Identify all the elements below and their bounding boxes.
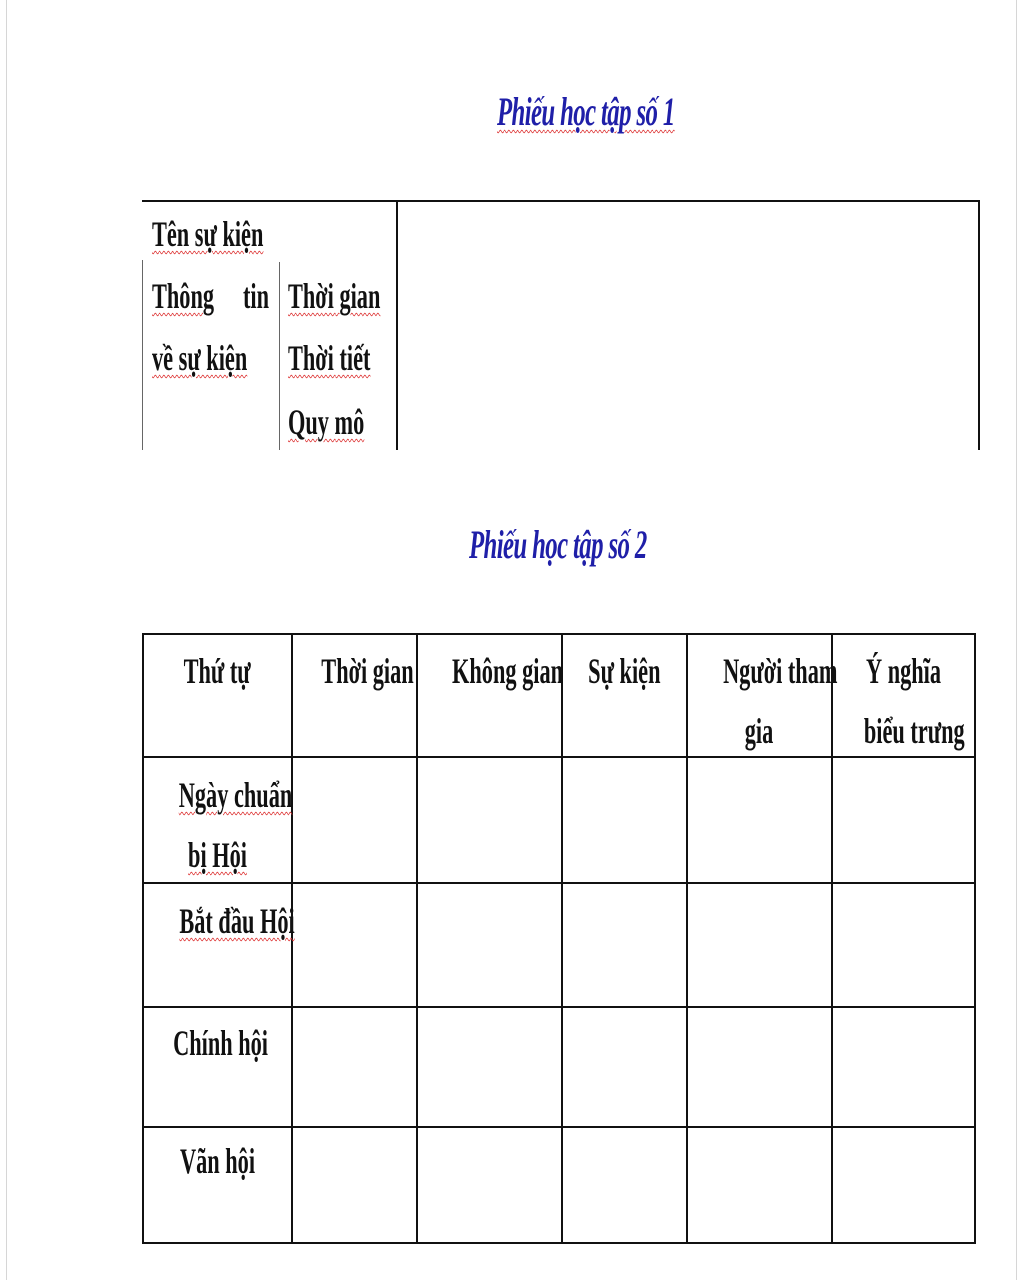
- row-label-closing-festival: Vãn hội: [179, 1141, 256, 1181]
- table-column-divider: [416, 635, 418, 1242]
- event-info-label-line1b: tin: [243, 276, 270, 316]
- table-right-border: [978, 200, 980, 450]
- table-column-divider: [396, 200, 398, 450]
- event-info-label-line2: về sự kiện: [152, 338, 248, 378]
- table-row-divider: [144, 1126, 974, 1128]
- row-label-festival-start: Bắt đầu Hội: [179, 901, 295, 941]
- header-participants: Người tham: [723, 651, 838, 691]
- worksheet-2-title: Phiếu học tập số 2: [469, 522, 647, 567]
- scale-label: Quy mô: [288, 402, 365, 442]
- header-time: Thời gian: [321, 651, 414, 691]
- header-symbolic-meaning-line2: biểu trưng: [863, 711, 965, 751]
- table-row-divider: [144, 1006, 974, 1008]
- event-info-label-line1: Thông: [152, 276, 215, 316]
- page-edge-left: [6, 0, 7, 1280]
- worksheet-1-title: Phiếu học tập số 1: [497, 89, 675, 134]
- table-top-border: [142, 200, 980, 202]
- time-label: Thời gian: [288, 276, 381, 316]
- table-column-divider: [561, 635, 563, 1242]
- table-subcolumn-divider: [279, 262, 280, 450]
- header-order: Thứ tự: [183, 651, 252, 691]
- header-symbolic-meaning: Ý nghĩa: [865, 651, 942, 691]
- header-event: Sự kiện: [588, 651, 661, 691]
- worksheet-1-table: [142, 200, 980, 450]
- header-space: Không gian: [452, 651, 564, 691]
- event-name-label: Tên sự kiện: [152, 214, 264, 254]
- header-participants-line2: gia: [745, 711, 774, 751]
- worksheet-2-table: [142, 633, 976, 1244]
- page-edge-right: [1016, 0, 1017, 1280]
- weather-label: Thời tiết: [288, 338, 371, 378]
- row-label-main-festival: Chính hội: [173, 1023, 269, 1063]
- table-left-border: [142, 260, 143, 450]
- row-label-preparation: Ngày chuẩn: [178, 775, 293, 815]
- row-label-preparation-line2: bị Hội: [188, 835, 247, 875]
